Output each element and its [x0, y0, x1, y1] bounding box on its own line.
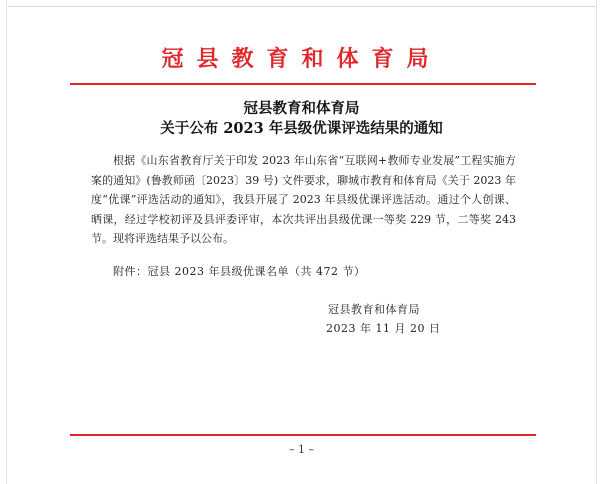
letterhead-title: 冠县教育和体育局: [161, 46, 442, 72]
notice-title-line2: 关于公布 2023 年县级优课评选结果的通知: [160, 120, 443, 137]
footer-red-rule: [70, 434, 536, 436]
signer-name: 冠县教育和体育局: [328, 303, 420, 316]
notice-title-line1: 冠县教育和体育局: [243, 100, 360, 117]
attachment-line: 附件：冠县 2023 年县级优课名单（共 472 节）: [113, 265, 366, 278]
page-top-edge: [8, 0, 597, 7]
page-number: – 1 –: [289, 443, 314, 456]
notice-body-paragraph: 根据《山东省教育厅关于印发 2023 年山东省“互联网+教师专业发展”工程实施方案的通知》(鲁教师函〔2023〕39 号) 文件要求，聊城市教育和体育局《关于 2023 年度“优课”评选活动的通知》，我县开展了 2023 年县级优课评选活动。通过个人创课、晒课，经过学校初评及县评委评审，本次共评出县级优课一等奖 229 节，二等奖 243 节。现将评选结果予以公布。: [91, 154, 516, 245]
letterhead-red-rule: [70, 83, 536, 85]
issue-date: 2023 年 11 月 20 日: [326, 322, 441, 335]
